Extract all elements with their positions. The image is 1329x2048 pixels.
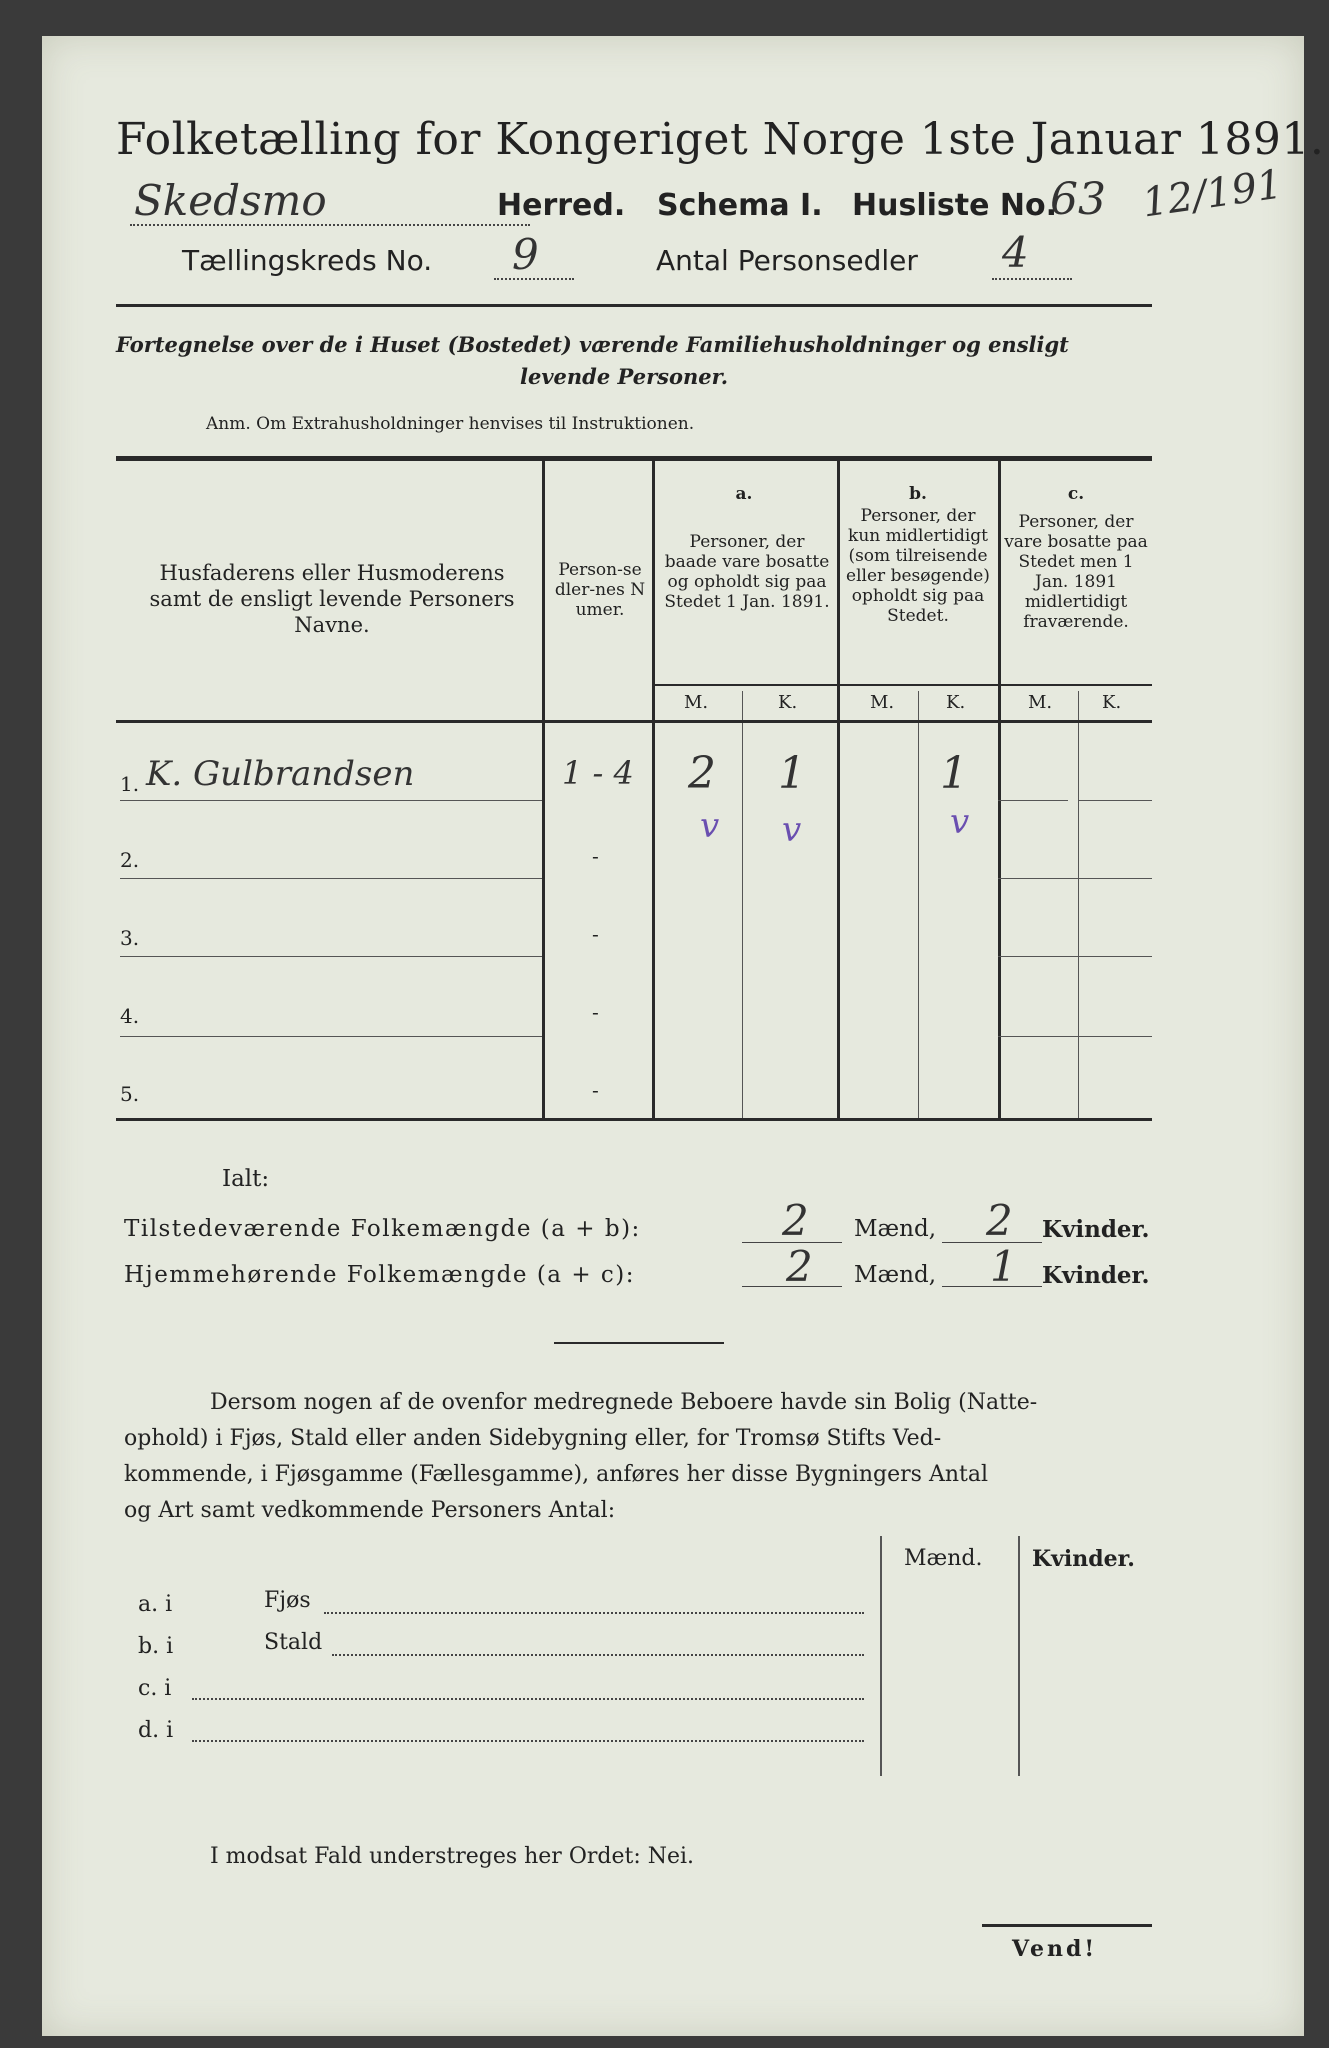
tilstede-kvinder: 2	[986, 1196, 1013, 1245]
col-a-header: Personer, der baade vare bosatte og opholdt sig paa Stedet 1 Jan. 1891.	[664, 532, 830, 612]
bygning-maend-header: Mænd.	[904, 1546, 983, 1571]
bygning-item-letter: a. i	[138, 1592, 173, 1617]
maend-label: Mænd,	[854, 1262, 937, 1288]
check-mark: v	[782, 810, 802, 850]
bygning-kvinder-header: Kvinder.	[1032, 1546, 1135, 1572]
bygning-item-label: Fjøs	[264, 1588, 311, 1613]
mk-label: M.	[684, 692, 709, 713]
intro-line2: levende Personer.	[520, 364, 729, 389]
form-title: Folketælling for Kongeriget Norge 1ste Januar 1891.	[116, 114, 1325, 165]
col-names-header: Husfaderens eller Husmoderens samt de ensligt levende Personers Navne.	[149, 561, 515, 637]
row-name: K. Gulbrandsen	[146, 754, 415, 794]
row-number: 5.	[120, 1082, 140, 1106]
bygning-item-letter: b. i	[138, 1634, 174, 1659]
bygning-text-2: ophold) i Fjøs, Stald eller anden Sidebygning eller, for Tromsø Stifts Ved-	[124, 1426, 942, 1451]
mk-label: K.	[946, 692, 966, 713]
mk-label: M.	[1028, 692, 1053, 713]
bygning-text-4: og Art samt vedkommende Personers Antal:	[124, 1498, 616, 1523]
herred-label: Herred.	[497, 188, 626, 223]
bygning-text-3: kommende, i Fjøsgamme (Fællesgamme), anføres her disse Bygningers Antal	[124, 1462, 988, 1487]
col-c-letter: c.	[1067, 484, 1085, 504]
row-b-k: 1	[940, 748, 968, 799]
mk-label: K.	[1102, 692, 1122, 713]
tilstede-maend: 2	[782, 1196, 809, 1245]
row-number: 4.	[120, 1004, 140, 1028]
row-number: 1.	[120, 772, 140, 796]
col-a-letter: a.	[735, 484, 753, 504]
schema-label: Schema I.	[657, 188, 823, 223]
check-mark: v	[700, 806, 720, 846]
anm-note: Anm. Om Extrahusholdninger henvises til Instruktionen.	[206, 414, 695, 434]
mk-label: K.	[778, 692, 798, 713]
col-b-header: Personer, der kun midlertidigt (som tilreisende eller besøgende) opholdt sig paa Stedet.	[846, 506, 990, 626]
kreds-value: 9	[512, 230, 539, 279]
kreds-label: Tællingskreds No.	[182, 244, 433, 277]
modsat-note: I modsat Fald understreges her Ordet: Nei.	[210, 1844, 695, 1869]
maend-label: Mænd,	[854, 1216, 937, 1242]
col-c-header: Personer, der vare bosatte paa Stedet men 1 Jan. 1891 midlertidigt fraværende.	[1004, 512, 1148, 632]
kvinder-label: Kvinder.	[1042, 1262, 1150, 1289]
row-sedler: -	[592, 1078, 599, 1102]
tilstede-label: Tilstedeværende Folkemængde (a + b):	[124, 1216, 641, 1242]
bygning-text-1: Dersom nogen af de ovenfor medregnede Beboere havde sin Bolig (Natte-	[210, 1390, 1038, 1415]
husliste-annotation: 12/191	[1139, 161, 1286, 227]
col-number-header: Person-sedler-nes Numer.	[554, 560, 646, 620]
mk-label: M.	[870, 692, 895, 713]
vend-label: Vend!	[1012, 1936, 1098, 1962]
row-sedler: 1 - 4	[562, 754, 634, 792]
intro-line1: Fortegnelse over de i Huset (Bostedet) værende Familiehusholdninger og ensligt	[116, 332, 1069, 357]
census-form-page	[42, 36, 1325, 2036]
antal-value: 4	[1002, 228, 1029, 277]
row-sedler: -	[592, 844, 599, 868]
row-a-k: 1	[778, 748, 806, 799]
row-number: 2.	[120, 848, 140, 872]
hjemme-label: Hjemmehørende Folkemængde (a + c):	[124, 1262, 635, 1288]
hjemme-maend: 2	[786, 1242, 813, 1291]
row-number: 3.	[120, 926, 140, 950]
ialt-label: Ialt:	[222, 1166, 270, 1192]
herred-handwritten: Skedsmo	[134, 176, 327, 225]
row-sedler: -	[592, 922, 599, 946]
kvinder-label: Kvinder.	[1042, 1216, 1150, 1243]
antal-label: Antal Personsedler	[656, 244, 918, 277]
bygning-item-letter: d. i	[138, 1718, 174, 1743]
bygning-item-letter: c. i	[138, 1676, 172, 1701]
hjemme-kvinder: 1	[990, 1242, 1017, 1291]
row-sedler: -	[592, 1000, 599, 1024]
husliste-value: 63	[1050, 174, 1106, 225]
check-mark: v	[950, 802, 970, 842]
col-b-letter: b.	[909, 484, 927, 504]
bygning-item-label: Stald	[264, 1630, 323, 1655]
row-a-m: 2	[688, 748, 716, 799]
husliste-label: Husliste No.	[852, 188, 1057, 223]
